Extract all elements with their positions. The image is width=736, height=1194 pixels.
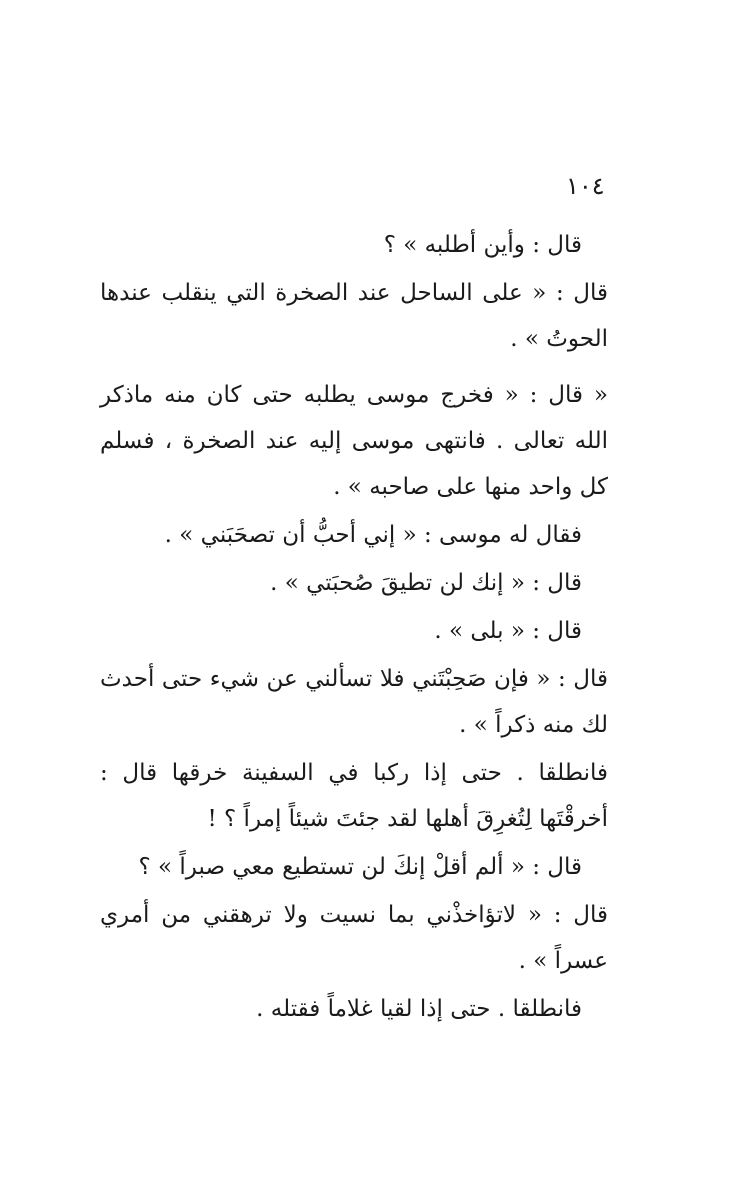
text-block: [100, 222, 608, 1034]
paragraph: قال : « فإن صَحِبْتَني فلا تسألني عن شيء حتى أحدث لك منه ذكراً » .: [100, 666, 608, 738]
page-number: ١٠٤: [566, 172, 605, 200]
paragraph: قال : « بلى » .: [434, 618, 582, 644]
paragraph: قال : « إنك لن تطيقَ صُحبَتي » .: [270, 570, 582, 596]
paragraph: « قال : « فخرج موسى يطلبه حتى كان منه ماذكر الله تعالى . فانتهى موسى إليه عند الصخرة ، فسلم كل واحد منها على صاحبه » .: [100, 382, 608, 500]
paragraph: قال : وأين أطلبه » ؟: [383, 232, 582, 258]
paragraph: فقال له موسى : « إني أحبُّ أن تصحَبَني » .: [164, 522, 582, 548]
paragraph: قال : « لاتؤاخذْني بما نسيت ولا ترهقني من أمري عسراً » .: [100, 902, 608, 974]
paragraph: فانطلقا . حتى إذا لقيا غلاماً فقتله .: [256, 996, 582, 1022]
paragraph: فانطلقا . حتى إذا ركبا في السفينة خرقها قال : أخرقْتَها لِتُغرِقَ أهلها لقد جئتَ شيئاً إمراً ؟ !: [100, 760, 608, 832]
paragraph: قال : « على الساحل عند الصخرة التي ينقلب عندها الحوتُ » .: [100, 280, 608, 352]
paragraph: قال : « ألم أقلْ إنكَ لن تستطيع معي صبراً » ؟: [138, 854, 582, 880]
